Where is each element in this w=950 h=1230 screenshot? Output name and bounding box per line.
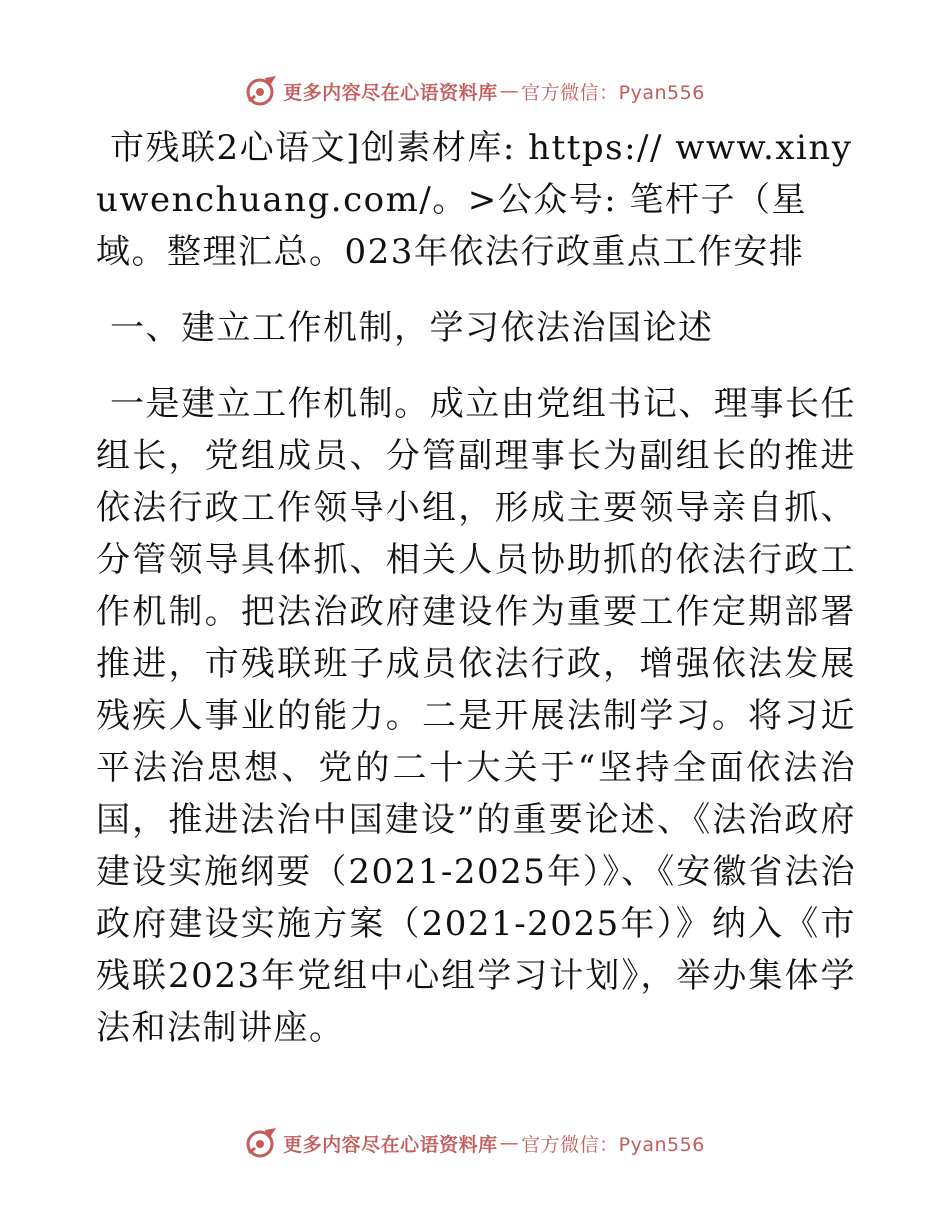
- section-body: 一是建立工作机制。成立由党组书记、理事长任组长，党组成员、分管副理事长为副组长的推进依法行政工作领导小组，形成主要领导亲自抓、分管领导具体抓、相关人员协助抓的依法行政工作机制。把法治政府建设作为重要工作定期部署推进，市残联班子成员依法行政，增强依法发展残疾人事业的能力。二是开展法制学习。将习近平法治思想、党的二十大关于“坚持全面依法治国，推进法治中国建设”的重要论述、《法治政府建设实施纲要（2021-2025年）》、《安徽省法治政府建设实施方案（2021-2025年）》纳入《市残联2023年党组中心组学习计划》，举办集体学法和法制讲座。: [96, 384, 856, 1048]
- footer-watermark-banner: [0, 1126, 950, 1160]
- banner-separator: —: [499, 80, 520, 102]
- brush-logo-icon: [245, 1126, 279, 1160]
- document-intro: 市残联2心语文]创素材库: https:// www.xinyuwenchuang.com/。>公众号: 笔杆子（星域。整理汇总。023年依法行政重点工作安排: [96, 128, 853, 272]
- banner-account: 官方微信：Pyan556: [521, 81, 705, 104]
- banner-text: 更多内容尽在心语资料库: [283, 81, 498, 104]
- brush-logo-icon: [245, 74, 279, 108]
- banner-text: 更多内容尽在心语资料库: [283, 1133, 498, 1156]
- header-watermark-banner: [0, 74, 950, 108]
- banner-separator: —: [499, 1132, 520, 1154]
- document-page: [96, 122, 856, 1054]
- section-heading: 一、建立工作机制，学习依法治国论述: [110, 308, 714, 348]
- banner-account: 官方微信：Pyan556: [521, 1133, 705, 1156]
